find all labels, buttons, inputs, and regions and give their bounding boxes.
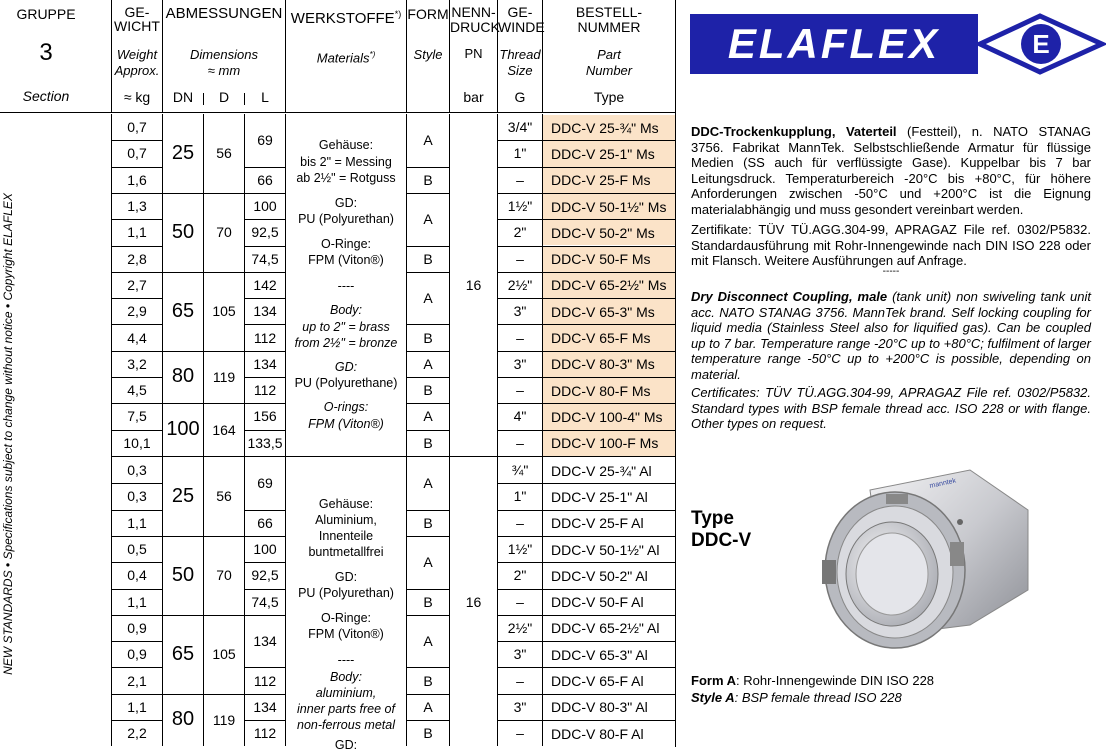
row-line	[244, 589, 286, 590]
material-line: GD:	[334, 738, 358, 752]
row-line	[111, 403, 163, 404]
material-line: FPM (Viton®)	[308, 253, 384, 267]
d-cell: 119	[212, 368, 236, 385]
weight-cell: 1,1	[127, 698, 147, 715]
material-line: aluminium,	[315, 686, 377, 700]
row-line	[406, 694, 450, 695]
row-line	[111, 483, 163, 484]
coupling-product-image	[800, 450, 1060, 660]
part-label-2: Number	[585, 63, 633, 78]
part-number-cell: DDC-V 80-3" Al	[551, 699, 648, 716]
material-line: ab 2½" = Rotguss	[296, 171, 396, 185]
separator: -----	[882, 266, 900, 277]
row-line	[406, 351, 450, 352]
d-cell: 56	[216, 488, 232, 505]
dimensions-label-2: ≈ mm	[207, 63, 241, 78]
part-number-cell: DDC-V 65-F Ms	[543, 325, 675, 350]
thread-label-1: Thread	[499, 47, 541, 62]
form-merged-cell: A	[423, 290, 433, 307]
weight-cell: 0,7	[127, 145, 147, 162]
row-line	[244, 430, 286, 431]
description-de-cert: Zertifikate: TÜV TÜ.AGG.304-99, APRAGAZ File ref. 0302/P5832. Standardausführung mit Rohr-Innengewinde nach DIN ISO 228 oder mit Flansch. Weitere Ausführungen auf Anfrage.	[691, 222, 1091, 268]
form-cell: B	[423, 593, 433, 610]
weight-cell: 1,1	[127, 224, 147, 241]
dimensions-label-1: Dimensions	[190, 47, 258, 62]
part-number-cell: DDC-V 100-F Ms	[543, 431, 675, 456]
dn-cell: 25	[171, 484, 195, 507]
dn-cell: 80	[171, 365, 195, 388]
form-cell: B	[423, 672, 433, 689]
row-line	[498, 377, 676, 378]
gewicht-label-1: GE-	[124, 4, 150, 20]
part-number-cell: DDC-V 25-1" Al	[551, 488, 648, 505]
length-cell: 112	[253, 672, 277, 689]
length-cell: 92,5	[251, 224, 279, 241]
row-line	[111, 694, 163, 695]
form-cell: B	[423, 382, 433, 399]
weight-label-1: Weight	[116, 47, 158, 62]
row-line	[498, 219, 676, 220]
material-line: non-ferrous metal	[297, 718, 395, 732]
thread-cell: 1"	[513, 488, 527, 505]
form-cell: B	[423, 250, 433, 267]
row-line	[498, 483, 676, 484]
part-number-cell: DDC-V 25-¾" Ms	[543, 115, 675, 140]
weight-cell: 10,1	[123, 434, 151, 451]
weight-cell: 1,3	[127, 198, 147, 215]
material-line: O-Ringe:	[320, 237, 372, 251]
d-label: D	[218, 89, 230, 105]
row-line	[498, 324, 676, 325]
thread-cell: 3/4"	[507, 119, 533, 136]
row-line	[406, 589, 450, 590]
part-number-cell: DDC-V 25-1" Ms	[543, 141, 675, 166]
dn-label: DN	[172, 89, 194, 105]
length-cell: 112	[253, 725, 277, 742]
form-cell: B	[423, 725, 433, 742]
material-line: O-rings:	[323, 400, 369, 414]
form-merged-cell: A	[423, 211, 433, 228]
weight-cell: 0,3	[127, 462, 147, 479]
row-line	[498, 430, 676, 431]
material-line: GD:	[334, 360, 358, 374]
weight-cell: 2,7	[127, 276, 147, 293]
d-cell: 105	[212, 303, 236, 320]
g-label: G	[514, 89, 526, 105]
part-number-cell: DDC-V 25-F Al	[551, 515, 644, 532]
row-line	[244, 219, 286, 220]
weight-cell: 4,4	[127, 329, 147, 346]
row-line	[244, 167, 286, 168]
thread-cell: 2½"	[507, 619, 533, 636]
weight-cell: 2,2	[127, 725, 147, 742]
part-number-cell: DDC-V 50-F Ms	[543, 247, 675, 272]
row-line	[406, 430, 450, 431]
description-en: Dry Disconnect Coupling, male (tank unit) non swiveling tank unit acc. NATO STANAG 3756. MannTek brand. Self locking coupling for liquid media (Stainless Steel also for liquified gas). Can be coupled up to 7 bar. Temperature range -20°C up to +80°C; fulfilment of larger temperature range -50°C up to +200°C is possible, depending on material.	[691, 289, 1091, 382]
row-line	[111, 324, 163, 325]
weight-cell: 7,5	[127, 408, 147, 425]
length-cell: 156	[253, 408, 277, 425]
bestell-label-2: NUMMER	[577, 19, 641, 35]
material-line: Body:	[330, 670, 362, 684]
part-number-cell: DDC-V 65-2½" Al	[551, 620, 660, 637]
weight-cell: 0,9	[127, 646, 147, 663]
material-line: O-Ringe:	[320, 611, 372, 625]
length-merged-cell: 69	[257, 475, 273, 492]
thread-cell: 3"	[513, 303, 527, 320]
material-line: GD:	[334, 196, 358, 210]
length-cell: 112	[253, 382, 277, 399]
length-merged-cell: 69	[257, 132, 273, 149]
section-label: Section	[22, 88, 70, 104]
material-line: PU (Polyurethane)	[294, 376, 398, 390]
length-cell: 92,5	[251, 567, 279, 584]
pressure-cell: 16	[465, 276, 482, 293]
gruppe-label: GRUPPE	[16, 6, 76, 22]
material-line: FPM (Viton®)	[308, 627, 384, 641]
thread-cell: –	[516, 171, 524, 188]
dn-cell: 50	[171, 563, 195, 586]
type-title: Type DDC-V	[691, 508, 752, 551]
form-cell: B	[423, 171, 433, 188]
l-label: L	[261, 89, 269, 105]
logo-text: ELAFLEX	[727, 20, 941, 67]
row-line	[498, 403, 676, 404]
svg-text:manntek: manntek	[928, 477, 957, 490]
thread-cell: –	[516, 593, 524, 610]
form-label: FORM	[407, 6, 449, 22]
row-line	[111, 562, 163, 563]
werkstoffe-label: WERKSTOFFE*)	[290, 9, 402, 27]
description-de: DDC-Trockenkupplung, Vaterteil (Festteil), n. NATO STANAG 3756. Fabrikat MannTek. Selbstschließende Armatur für flüssige Medien (SS auch für verflüssigte Gase). Kuppelbar bis 7 bar Leitungsdruck. Temperaturbereich -20°C bis +80°C, für höhere Anforderungen zwischen -50°C und +200°C ist die Eignung materialabhängig und muss gesondert vereinbart werden.	[691, 124, 1091, 217]
form-cell: A	[423, 355, 433, 372]
row-line	[498, 246, 676, 247]
row-line	[498, 193, 676, 194]
material-line: ----	[337, 279, 355, 293]
dn-cell: 100	[166, 418, 200, 441]
row-line	[111, 510, 163, 511]
row-line	[498, 589, 676, 590]
weight-cell: 2,8	[127, 250, 147, 267]
weight-cell: 4,5	[127, 382, 147, 399]
elaflex-logo	[690, 8, 1106, 78]
part-number-cell: DDC-V 50-1½" Al	[551, 541, 660, 558]
row-line	[498, 615, 676, 616]
row-line	[111, 536, 163, 537]
form-cell: A	[423, 698, 433, 715]
weight-cell: 0,4	[127, 567, 147, 584]
row-line	[406, 167, 450, 168]
thread-cell: 4"	[513, 408, 527, 425]
part-number-cell: DDC-V 80-F Ms	[543, 378, 675, 403]
weight-cell: 0,3	[127, 488, 147, 505]
gewinde-label-1: GE-	[507, 4, 533, 20]
row-line	[244, 272, 286, 273]
row-line	[244, 246, 286, 247]
row-line	[111, 589, 163, 590]
row-line	[498, 298, 676, 299]
form-note: Form A: Rohr-Innengewinde DIN ISO 228 Style A: BSP female thread ISO 228	[691, 673, 935, 705]
row-line	[111, 298, 163, 299]
thread-cell: 3"	[513, 355, 527, 372]
thread-cell: –	[516, 672, 524, 689]
material-line: Gehäuse:	[318, 497, 374, 511]
part-number-cell: DDC-V 80-3" Ms	[543, 352, 675, 377]
row-line	[111, 615, 163, 616]
d-cell: 70	[216, 567, 232, 584]
length-cell: 142	[253, 276, 277, 293]
material-line: Body:	[330, 303, 362, 317]
material-line: Innenteile	[318, 529, 374, 543]
weight-label-2: Approx.	[114, 63, 160, 78]
part-number-cell: DDC-V 50-2" Al	[551, 567, 648, 584]
gewicht-label-2: WICHT	[114, 18, 160, 34]
material-line: PU (Polyurethan)	[298, 212, 394, 226]
row-line	[406, 720, 450, 721]
material-line: buntmetallfrei	[308, 545, 384, 559]
part-number-cell: DDC-V 25-¾" Al	[551, 462, 652, 479]
thread-cell: ¾"	[511, 462, 529, 479]
part-number-cell: DDC-V 100-4" Ms	[543, 404, 675, 429]
weight-cell: 0,9	[127, 619, 147, 636]
row-line	[498, 510, 676, 511]
nenndruck-label-1: NENN-	[451, 4, 496, 20]
part-number-cell: DDC-V 50-F Al	[551, 594, 644, 611]
length-cell: 134	[253, 303, 277, 320]
part-number-cell: DDC-V 65-3" Ms	[543, 299, 675, 324]
form-cell: B	[423, 434, 433, 451]
bar-label: bar	[463, 89, 484, 105]
material-line: from 2½" = bronze	[294, 336, 398, 350]
material-line: up to 2" = brass	[302, 320, 390, 334]
part-number-cell: DDC-V 50-1½" Ms	[543, 194, 675, 219]
form-merged-cell: A	[423, 554, 433, 571]
description-en-cert: Certificates: TÜV TÜ.AGG.304-99, APRAGAZ File ref. 0302/P5832. Standard types with BSP female thread acc. ISO 228 or with flange. Other types on request.	[691, 385, 1091, 431]
thread-cell: –	[516, 725, 524, 742]
style-label: Style	[413, 47, 443, 62]
dn-cell: 80	[171, 708, 195, 731]
pressure-cell: 16	[465, 593, 482, 610]
row-line	[406, 510, 450, 511]
row-line	[111, 140, 163, 141]
form-merged-cell: A	[423, 633, 433, 650]
row-line	[498, 536, 676, 537]
row-line	[244, 667, 286, 668]
row-line	[498, 667, 676, 668]
material-line: ----	[337, 653, 355, 667]
length-cell: 66	[257, 514, 273, 531]
row-line	[244, 403, 286, 404]
part-label-1: Part	[597, 47, 621, 62]
row-line	[498, 167, 676, 168]
row-line	[498, 694, 676, 695]
row-line	[498, 272, 676, 273]
part-number-cell: DDC-V 65-3" Al	[551, 646, 648, 663]
form-merged-cell: A	[423, 475, 433, 492]
part-number-cell: DDC-V 50-2" Ms	[543, 220, 675, 245]
d-cell: 56	[216, 145, 232, 162]
weight-cell: 2,1	[127, 672, 147, 689]
thread-cell: 1"	[513, 145, 527, 162]
thread-cell: 1½"	[507, 198, 533, 215]
form-cell: B	[423, 329, 433, 346]
row-line	[111, 272, 163, 273]
gewinde-label-2: WINDE	[498, 19, 545, 35]
length-cell: 134	[253, 698, 277, 715]
row-line	[111, 430, 163, 431]
length-merged-cell: 134	[253, 633, 277, 650]
thread-cell: –	[516, 250, 524, 267]
d-cell: 105	[212, 646, 236, 663]
logo-mark: E	[1032, 29, 1050, 59]
row-line	[406, 377, 450, 378]
thread-cell: 2½"	[507, 276, 533, 293]
weight-cell: 2,9	[127, 303, 147, 320]
row-line	[406, 246, 450, 247]
material-line: GD:	[334, 570, 358, 584]
row-line	[244, 193, 286, 194]
d-cell: 164	[212, 421, 236, 438]
material-line: inner parts free of	[297, 702, 395, 716]
length-cell: 66	[257, 171, 273, 188]
material-line: bis 2" = Messing	[300, 155, 392, 169]
part-number-cell: DDC-V 65-2½" Ms	[543, 273, 675, 298]
row-line	[406, 403, 450, 404]
gruppe-number: 3	[39, 39, 53, 66]
weight-cell: 1,6	[127, 171, 147, 188]
row-line	[406, 667, 450, 668]
part-number-cell: DDC-V 80-F Al	[551, 725, 644, 742]
form-merged-cell: A	[423, 132, 433, 149]
row-line	[111, 667, 163, 668]
thread-cell: –	[516, 514, 524, 531]
thread-cell: –	[516, 434, 524, 451]
row-line	[111, 167, 163, 168]
dn-cell: 65	[171, 642, 195, 665]
row-line	[498, 351, 676, 352]
row-line	[111, 377, 163, 378]
material-line: PU (Polyurethan)	[298, 586, 394, 600]
row-line	[498, 720, 676, 721]
row-line	[498, 641, 676, 642]
row-line	[244, 536, 286, 537]
row-line	[244, 377, 286, 378]
length-cell: 134	[253, 355, 277, 372]
abmessungen-label: ABMESSUNGEN	[165, 5, 283, 22]
type-label: Type	[593, 89, 625, 105]
weight-cell: 3,2	[127, 355, 147, 372]
row-line	[111, 351, 163, 352]
thread-cell: 1½"	[507, 541, 533, 558]
pn-label: PN	[464, 46, 483, 61]
d-cell: 70	[216, 224, 232, 241]
length-cell: 74,5	[251, 250, 279, 267]
length-cell: 112	[253, 329, 277, 346]
thread-cell: –	[516, 329, 524, 346]
length-cell: 74,5	[251, 593, 279, 610]
row-line	[111, 720, 163, 721]
row-line	[498, 140, 676, 141]
row-line	[244, 510, 286, 511]
length-cell: 100	[253, 541, 277, 558]
thread-cell: 2"	[513, 224, 527, 241]
row-line	[244, 694, 286, 695]
side-copyright-text: NEW STANDARDS • Specifications subject to change without notice • Copyright ELAFLEX	[1, 193, 15, 675]
form-cell: A	[423, 408, 433, 425]
weight-cell: 0,5	[127, 541, 147, 558]
weight-cell: 1,1	[127, 593, 147, 610]
material-line: Aluminium,	[315, 513, 377, 527]
d-cell: 119	[212, 711, 236, 728]
weight-cell: 0,7	[127, 119, 147, 136]
row-line	[111, 193, 163, 194]
row-line	[111, 246, 163, 247]
thread-cell: 3"	[513, 698, 527, 715]
thread-cell: 3"	[513, 646, 527, 663]
materials-label: Materials*)	[316, 50, 376, 66]
row-line	[244, 324, 286, 325]
part-number-cell: DDC-V 65-F Al	[551, 673, 644, 690]
thread-cell: 2"	[513, 567, 527, 584]
material-line: FPM (Viton®)	[308, 417, 384, 431]
weight-cell: 1,1	[127, 514, 147, 531]
row-line	[111, 219, 163, 220]
bestell-label-1: BESTELL-	[575, 4, 643, 20]
part-number-cell: DDC-V 25-F Ms	[543, 168, 675, 193]
row-line	[244, 298, 286, 299]
row-line	[498, 562, 676, 563]
material-line: Gehäuse:	[318, 138, 374, 152]
length-cell: 100	[253, 198, 277, 215]
length-cell: 133,5	[247, 434, 283, 451]
thread-label-2: Size	[507, 63, 533, 78]
row-line	[244, 351, 286, 352]
weight-unit: ≈ kg	[123, 89, 151, 105]
row-line	[406, 324, 450, 325]
nenndruck-label-2: DRUCK	[450, 19, 500, 35]
dn-cell: 50	[171, 220, 195, 243]
row-line	[244, 562, 286, 563]
row-line	[111, 641, 163, 642]
form-cell: B	[423, 514, 433, 531]
thread-cell: –	[516, 382, 524, 399]
dn-cell: 65	[171, 299, 195, 322]
dn-cell: 25	[171, 141, 195, 164]
row-line	[244, 720, 286, 721]
